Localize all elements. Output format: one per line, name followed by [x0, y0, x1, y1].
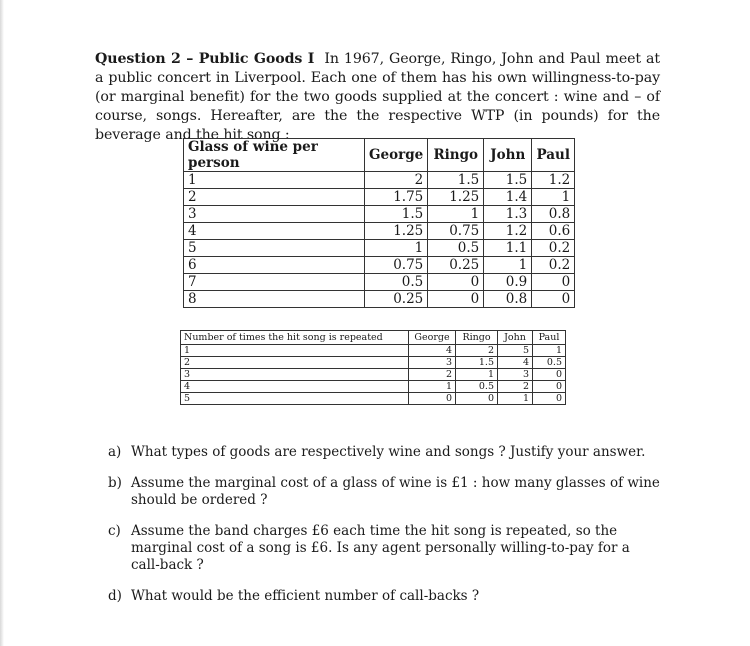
wine-table-row — [184, 172, 575, 189]
song-table-row — [181, 381, 566, 393]
song-table-cell: 1.5 — [456, 357, 498, 369]
song-table-row — [181, 345, 566, 357]
wine-table-cell: 1 — [365, 240, 428, 257]
wine-table-row — [184, 274, 575, 291]
song-wtp-table — [180, 330, 566, 405]
wine-table-cell: 0.8 — [484, 291, 532, 308]
question-label: c) — [108, 523, 121, 539]
wine-table-cell: 2 — [184, 189, 365, 206]
song-table-cell: 0 — [533, 381, 566, 393]
song-col-header: John — [498, 331, 533, 345]
question-item — [108, 523, 660, 574]
song-table-cell: 2 — [181, 357, 409, 369]
song-header-row — [181, 331, 566, 345]
song-table-body — [181, 345, 566, 405]
song-table-cell: 0 — [456, 393, 498, 405]
wine-table-cell: 5 — [184, 240, 365, 257]
wine-table-cell: 0.75 — [365, 257, 428, 274]
wine-table-cell: 1.3 — [484, 206, 532, 223]
wine-header-row — [184, 139, 575, 172]
wine-col-header: Paul — [532, 139, 575, 172]
wine-table-row — [184, 206, 575, 223]
song-table-cell: 3 — [498, 369, 533, 381]
song-table-cell: 0.5 — [533, 357, 566, 369]
question-heading: Question 2 – Public Goods I — [95, 51, 315, 67]
song-table-cell: 5 — [498, 345, 533, 357]
song-table-cell: 0 — [533, 393, 566, 405]
wine-table-cell: 1.5 — [484, 172, 532, 189]
wine-table-cell: 0.25 — [428, 257, 484, 274]
wine-table-cell: 0.25 — [365, 291, 428, 308]
wine-table-cell: 1.25 — [365, 223, 428, 240]
song-table-cell: 0 — [409, 393, 456, 405]
song-table-cell: 4 — [409, 345, 456, 357]
song-table-row — [181, 357, 566, 369]
question-intro-text: In 1967, George, Ringo, John and Paul meet at a public concert in Liverpool. Each one of them has his own willingness-to-pay (or marginal benefit) for the two goods supplied at the concert : wine and – of course, songs. Hereafter, are the the respective WTP (in pounds) for the beverage and the hit song : — [95, 51, 660, 143]
song-table-cell: 2 — [409, 369, 456, 381]
question-list — [108, 444, 660, 619]
wine-table-cell: 4 — [184, 223, 365, 240]
question-text: What types of goods are respectively wine and songs ? Justify your answer. — [131, 444, 646, 460]
wine-table-cell: 1 — [532, 189, 575, 206]
song-table-cell: 1 — [409, 381, 456, 393]
question-page — [95, 50, 660, 604]
song-table-cell: 5 — [181, 393, 409, 405]
wine-table-cell: 1.2 — [532, 172, 575, 189]
song-table-cell: 3 — [181, 369, 409, 381]
song-table-cell: 1 — [498, 393, 533, 405]
wine-table-cell: 0.5 — [428, 240, 484, 257]
song-table-cell: 3 — [409, 357, 456, 369]
wine-table-row — [184, 257, 575, 274]
wine-table-cell: 0.8 — [532, 206, 575, 223]
wine-table-cell: 0.75 — [428, 223, 484, 240]
song-table-cell: 2 — [456, 345, 498, 357]
song-table-cell: 0.5 — [456, 381, 498, 393]
wine-table-cell: 7 — [184, 274, 365, 291]
question-text: Assume the band charges £6 each time the hit song is repeated, so the marginal cost of a song is £6. Is any agent personally willing-to-pay for a call-back ? — [131, 523, 630, 573]
wine-col-header: George — [365, 139, 428, 172]
question-text: What would be the efficient number of call-backs ? — [131, 588, 480, 604]
wine-table-cell: 0 — [532, 291, 575, 308]
wine-table-cell: 0 — [428, 274, 484, 291]
wine-table-body — [184, 172, 575, 308]
wine-table-cell: 8 — [184, 291, 365, 308]
song-table-cell: 0 — [533, 369, 566, 381]
question-text: Assume the marginal cost of a glass of wine is £1 : how many glasses of wine should be ordered ? — [131, 475, 660, 508]
question-label: d) — [108, 588, 122, 604]
page-edge-shadow — [0, 0, 4, 646]
wine-table-row — [184, 291, 575, 308]
wine-table-cell: 0.5 — [365, 274, 428, 291]
wine-table-cell: 2 — [365, 172, 428, 189]
song-col-header: George — [409, 331, 456, 345]
song-table-cell: 1 — [533, 345, 566, 357]
question-intro — [95, 50, 660, 145]
wine-table-cell: 1 — [184, 172, 365, 189]
question-label: b) — [108, 475, 122, 491]
wine-table-cell: 1.2 — [484, 223, 532, 240]
wine-wtp-table — [183, 138, 575, 308]
wine-table-cell: 1 — [484, 257, 532, 274]
song-table-cell: 1 — [456, 369, 498, 381]
wine-table-cell: 1.5 — [428, 172, 484, 189]
wine-table-cell: 0.2 — [532, 240, 575, 257]
song-table-cell: 2 — [498, 381, 533, 393]
song-col-header: Paul — [533, 331, 566, 345]
wine-table-cell: 1 — [428, 206, 484, 223]
song-table-row — [181, 369, 566, 381]
question-label: a) — [108, 444, 122, 460]
wine-table-cell: 0.9 — [484, 274, 532, 291]
question-item — [108, 444, 660, 461]
wine-table-cell: 0.2 — [532, 257, 575, 274]
wine-table-cell: 1.5 — [365, 206, 428, 223]
song-col-header: Ringo — [456, 331, 498, 345]
wine-table-cell: 3 — [184, 206, 365, 223]
song-col-header: Number of times the hit song is repeated — [181, 331, 409, 345]
wine-col-header: John — [484, 139, 532, 172]
question-item — [108, 588, 660, 605]
song-table-cell: 1 — [181, 345, 409, 357]
question-item — [108, 475, 660, 509]
wine-table-cell: 1.75 — [365, 189, 428, 206]
wine-table-cell: 0 — [428, 291, 484, 308]
wine-table-cell: 0.6 — [532, 223, 575, 240]
song-table-cell: 4 — [181, 381, 409, 393]
wine-table-cell: 6 — [184, 257, 365, 274]
wine-table-row — [184, 223, 575, 240]
wine-table-row — [184, 189, 575, 206]
song-table-cell: 4 — [498, 357, 533, 369]
wine-table-cell: 0 — [532, 274, 575, 291]
wine-table-cell: 1.4 — [484, 189, 532, 206]
song-table-row — [181, 393, 566, 405]
wine-table-cell: 1.1 — [484, 240, 532, 257]
wine-col-header: Glass of wine per person — [184, 139, 365, 172]
wine-col-header: Ringo — [428, 139, 484, 172]
wine-table-cell: 1.25 — [428, 189, 484, 206]
wine-table-row — [184, 240, 575, 257]
